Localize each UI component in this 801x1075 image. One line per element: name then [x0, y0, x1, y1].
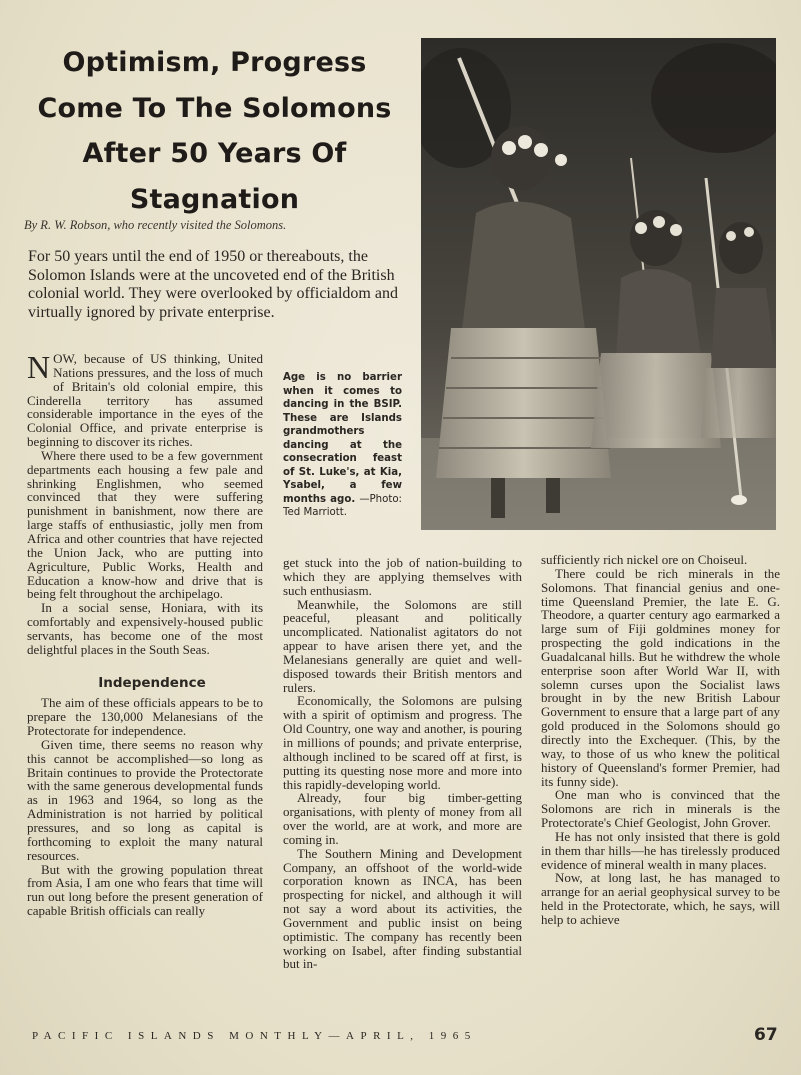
- drop-cap: N: [27, 349, 51, 385]
- paragraph: In a social sense, Honiara, with its comfortably and expensively-housed public servants, has become one of the most delightful places in the South Seas.: [27, 600, 263, 657]
- article-column-1: [27, 349, 263, 919]
- headline-line-4: Stagnation: [129, 183, 300, 215]
- caption-credit: —Photo: Ted Marriott.: [283, 493, 402, 518]
- paragraph: The Southern Mining and Development Company, an offshoot of the world-wide corporation known as INCA, has been prospecting for nickel, and although it will not say a word about its activities, the Government and public insist on being optimistic. The company has recently been working on Isabel, after finding substantial but in-: [283, 845, 522, 972]
- caption-text: Age is no barrier when it comes to dancing in the BSIP. These are Islands grandmothers dancing at the consecration feast of St. Luke's, at Kia, Ysabel, a few months ago.: [283, 372, 402, 505]
- dancers-photo: [421, 38, 776, 530]
- paragraph: Economically, the Solomons are pulsing with a spirit of optimism and progress. The Old Country, one way and another, is pouring in millions of pounds; and private enterprise, although inclined to be scared off at first, is putting its questing nose more and more into this rapidly-developing world.: [283, 693, 522, 792]
- paragraph: Already, four big timber-getting organisations, with plenty of money from all over the world, are at work, and more are coming in.: [283, 790, 522, 847]
- paragraph: Given time, there seems no reason why this cannot be accomplished—so long as Britain continues to provide the Protectorate with the same generous developmental funds as in 1963 and 1964, so long as the Administration is not harried by political pressures, and so long as capital is forthcoming to exploit the many natural resources.: [27, 736, 263, 863]
- paragraph: get stuck into the job of nation-building to which they are applying themselves with such enthusiasm.: [283, 555, 522, 598]
- paragraph: One man who is convinced that the Solomons are rich in minerals is the Protectorate's Chief Geologist, John Grover.: [541, 787, 780, 831]
- article-column-3: [541, 553, 780, 927]
- paragraph: He has not only insisted that there is gold in them thar hills—he has tirelessly produced evidence of mineral wealth in many places.: [541, 828, 780, 872]
- paragraph: Meanwhile, the Solomons are still peaceful, pleasant and politically uncomplicated. Nationalist agitators do not appear to have arisen there yet, and the Melanesians generally are quiet and well-disposed towards their British mentors and rulers.: [283, 596, 522, 695]
- paragraph: [27, 349, 263, 450]
- subheading-independence: Independence: [98, 674, 206, 691]
- running-footer: PACIFIC ISLANDS MONTHLY—APRIL, 1965: [32, 1030, 477, 1042]
- paragraph: Where there used to be a few government departments each housing a few pale and shrinking Englishmen, who seemed convinced that they were suffering punishment in banishment, now there are large staffs of enthusiastic, jolly men from Africa and other countries that have rejected the Union Jack, who are putting into Agriculture, Public Works, Health and Education a know-how and drive that is being felt throughout the archipelago.: [27, 447, 263, 602]
- article-column-2: [283, 556, 522, 971]
- photo-caption: [283, 371, 402, 520]
- page-number: 67: [754, 1025, 778, 1045]
- headline-line-2: Come To The Solomons: [37, 92, 392, 124]
- paragraph: There could be rich minerals in the Solomons. That financial genius and one-time Queensland Premier, the late E. G. Theodore, a quarter century ago earmarked a large sum of Fiji goldmines money for prospecting the gold indications in the Guadalcanal hills. But he withdrew the whole enterprise soon after World War II, with solemn curses upon the Socialist laws brought in by the new British Labour Government to ensure that a large part of any gold produced in the Solomons should go directly into the Exchequer. (This, by the way, to those of us who knew the political history of Queensland's former Premier, had its funny side).: [541, 565, 780, 789]
- paragraph: Now, at long last, he has managed to arrange for an aerial geophysical survey to be held in the Protectorate, which, he says, will help to achieve: [541, 870, 780, 927]
- headline-line-1: Optimism, Progress: [62, 47, 367, 78]
- paragraph-text: OW, because of US thinking, United Nations pressures, and the loss of much of Britain's old colonial empire, this Cinderella territory has assumed considerable importance in the eyes of the Colonial Office, and private enterprise is beginning to discover its riches.: [27, 351, 263, 450]
- byline: By R. W. Robson, who recently visited the Solomons.: [24, 218, 287, 232]
- lead-paragraph: For 50 years until the end of 1950 or thereabouts, the Solomon Islands were at the uncoveted end of the British colonial world. They were overlooked by officialdom and virtually ignored by private enterprise.: [28, 248, 398, 321]
- headline-line-3: After 50 Years Of: [82, 138, 347, 169]
- paragraph: The aim of these officials appears to be to prepare the 130,000 Melanesians of the Protectorate for independence.: [27, 695, 263, 739]
- photo-illustration: [421, 38, 776, 530]
- paragraph: sufficiently rich nickel ore on Choiseul.: [541, 552, 748, 567]
- headline: [22, 40, 407, 222]
- paragraph: But with the growing population threat from Asia, I am one who fears that time will run out long before the present generation of capable British officials can really: [27, 861, 263, 919]
